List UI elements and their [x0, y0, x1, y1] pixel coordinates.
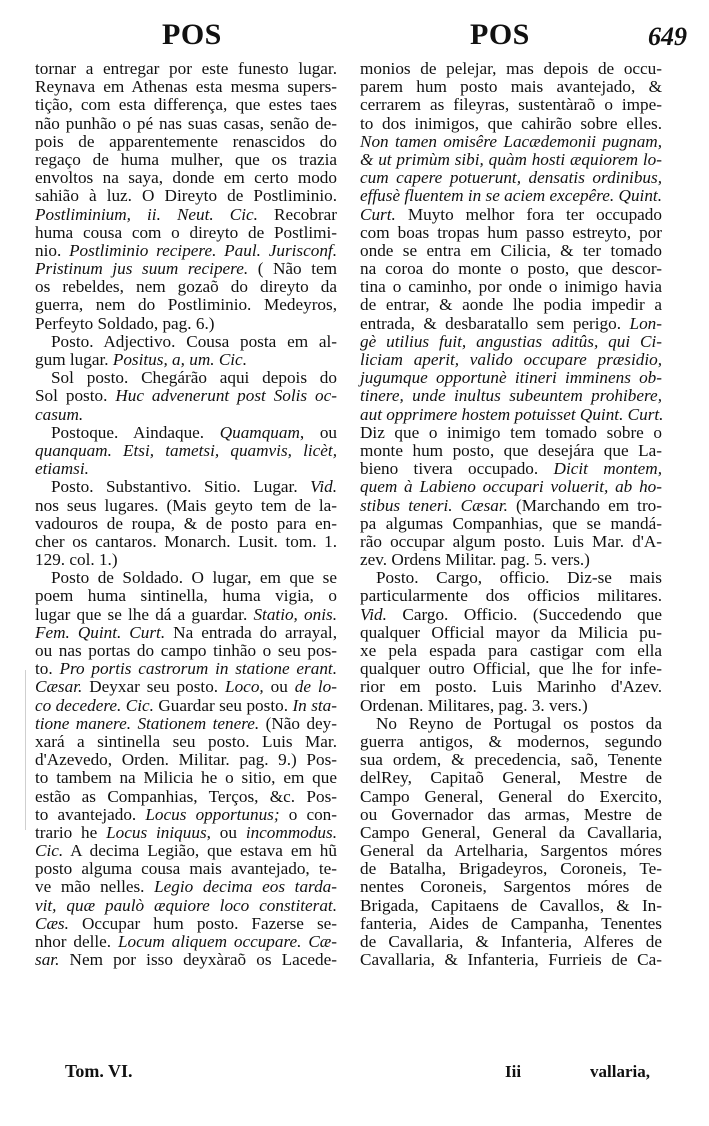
portuguese-text: de Cavallaria, & Infanteria, Alferes de: [360, 932, 662, 951]
text-line: [360, 606, 662, 624]
latin-text: etiamsi.: [35, 459, 89, 479]
portuguese-text: to dos inimigos, que cahirão sobre elles.: [360, 113, 662, 133]
latin-text: Vid.: [310, 477, 337, 497]
portuguese-text: estão as Companhias, Terços, &c. Pos-: [35, 786, 337, 806]
text-line: [35, 751, 337, 769]
portuguese-text: Brigada, Capitaens de Cavallos, & In-: [360, 895, 662, 915]
portuguese-text: Posto. Cargo, officio. Diz-se mais: [376, 568, 662, 588]
text-line: [360, 351, 662, 369]
portuguese-text: to avantejado.: [35, 804, 146, 824]
text-line: [35, 569, 337, 587]
portuguese-text: ou: [263, 677, 295, 697]
portuguese-text: guerra, nem do Postliminio. Medeyros,: [35, 295, 337, 315]
text-line: [360, 660, 662, 678]
text-line: [35, 769, 337, 787]
text-line: [35, 278, 337, 296]
text-line: [35, 624, 337, 642]
portuguese-text: lugar que se lhe dá a guardar.: [35, 604, 254, 624]
latin-text: Loco,: [225, 677, 264, 697]
latin-text: Cæs.: [35, 913, 69, 933]
text-line: [360, 842, 662, 860]
text-line: [35, 206, 337, 224]
text-line: [35, 424, 337, 442]
portuguese-text: General da Artelharia, Sargentos móres: [360, 841, 662, 861]
text-line: [35, 860, 337, 878]
text-line: [360, 897, 662, 915]
running-head-right: POS: [470, 18, 530, 51]
text-line: [35, 387, 337, 405]
text-line: [35, 951, 337, 969]
text-line: [35, 169, 337, 187]
text-line: [35, 897, 337, 915]
text-line: [35, 660, 337, 678]
portuguese-text: nhor delle.: [35, 932, 118, 951]
text-line: [360, 296, 662, 314]
scan-margin-line: [25, 670, 26, 830]
portuguese-text: delRey, Capitaõ General, Mestre de: [360, 768, 662, 788]
latin-text: Curt.: [360, 204, 396, 224]
latin-text: stibus teneri. Cæsar.: [360, 495, 508, 515]
latin-text: cum capere potuerunt, densatis ordinibus,: [360, 168, 662, 188]
portuguese-text: de entrar, & aonde lhe podia impedir a: [360, 295, 662, 315]
latin-text: Pristinum jus suum recipere.: [35, 259, 249, 279]
text-line: [35, 260, 337, 278]
text-line: [35, 497, 337, 515]
portuguese-text: xe pela espada para castigar com ella: [360, 641, 662, 660]
portuguese-text: tornar a entregar por este funesto lugar.: [35, 59, 337, 78]
text-line: [360, 697, 662, 715]
portuguese-text: nentes Coroneis, Sargentos móres de: [360, 877, 662, 897]
latin-text: co decedere. Cic.: [35, 695, 154, 715]
text-line: [35, 60, 337, 78]
latin-text: aut opprimere hostem potuisset Quint. Curt.: [360, 404, 664, 424]
text-line: [360, 406, 662, 424]
latin-text: Locum aliquem occupare. Cæ-: [117, 932, 337, 951]
portuguese-text: sua ordem, & precedencia, saõ, Tenente: [360, 750, 662, 770]
text-line: [360, 151, 662, 169]
latin-text: Fem. Quint. Curt.: [35, 622, 166, 642]
portuguese-text: Deyxar seu posto.: [82, 677, 226, 697]
text-line: [35, 678, 337, 696]
text-line: [35, 315, 337, 333]
text-line: [360, 515, 662, 533]
portuguese-text: Posto. Adjectivo. Cousa posta em al-: [51, 331, 337, 351]
portuguese-text: regaço de huma mulher, que os trazia: [35, 149, 337, 169]
portuguese-text: não punhão o pé nas suas casas, senão de-: [35, 113, 337, 133]
portuguese-text: xará a sintinella seu posto. Luis Mar.: [35, 731, 337, 751]
portuguese-text: qualquer Official mayor da Milicia pu-: [360, 622, 662, 642]
text-line: [360, 78, 662, 96]
portuguese-text: ( Não tem: [248, 259, 337, 279]
text-line: [35, 187, 337, 205]
portuguese-text: monte hum posto, que desejára que La-: [360, 440, 662, 460]
text-line: [35, 224, 337, 242]
portuguese-text: pois de apparentemente renascidos do: [35, 131, 337, 151]
text-line: [35, 369, 337, 387]
text-line: [360, 369, 662, 387]
running-head-left: POS: [162, 18, 222, 51]
portuguese-text: ou Governador das armas, Mestre de: [360, 804, 662, 824]
portuguese-text: nos seus lugares. (Mais geyto tem de la-: [35, 495, 337, 515]
portuguese-text: Perfeyto Soldado, pag. 6.): [35, 313, 215, 333]
text-line: [360, 115, 662, 133]
latin-text: Postliminium, ii. Neut. Cic.: [35, 204, 258, 224]
text-line: [35, 78, 337, 96]
text-line: [360, 478, 662, 496]
text-line: [360, 915, 662, 933]
portuguese-text: (Não dey-: [259, 713, 337, 733]
text-line: [360, 333, 662, 351]
portuguese-text: Na entrada do arrayal,: [165, 622, 337, 642]
portuguese-text: Campo General, General da Cavallaria,: [360, 822, 662, 842]
text-line: [35, 551, 337, 569]
text-line: [360, 497, 662, 515]
text-line: [360, 387, 662, 405]
text-line: [35, 296, 337, 314]
portuguese-text: tição, com esta differença, que estes taes: [35, 95, 337, 115]
text-line: [35, 133, 337, 151]
portuguese-text: na coroa do monte o posto, que descor-: [360, 259, 662, 279]
text-line: [35, 515, 337, 533]
portuguese-text: Posto de Soldado. O lugar, em que se: [51, 568, 337, 588]
right-column: [360, 60, 662, 969]
text-line: [360, 424, 662, 442]
text-line: [35, 351, 337, 369]
portuguese-text: sahião à luz. O Direyto de Postliminio.: [35, 186, 337, 206]
latin-text: Positus, a, um. Cic.: [112, 350, 247, 369]
portuguese-text: parem hum posto mais avantejado, &: [360, 77, 662, 97]
portuguese-text: Sol posto.: [35, 386, 116, 406]
latin-text: Lon-: [629, 313, 662, 333]
text-line: [35, 878, 337, 896]
latin-text: liciam aperit, valido occupare præsidio,: [360, 350, 662, 369]
portuguese-text: trario he: [35, 822, 107, 842]
portuguese-text: Recobrar: [257, 204, 337, 224]
text-line: [35, 406, 337, 424]
text-line: [35, 478, 337, 496]
text-line: [360, 951, 662, 969]
portuguese-text: qualquer outro Official, que lhe for infe-: [360, 659, 662, 679]
text-line: [360, 642, 662, 660]
portuguese-text: rão occupar algum posto. Luis Mar. d'A-: [360, 531, 662, 551]
latin-text: Statio, onis.: [253, 604, 337, 624]
latin-text: Huc advenerunt post Solis oc-: [115, 386, 337, 406]
text-line: [360, 169, 662, 187]
portuguese-text: Cavallaria, & Infanteria, Furrieis de Ca-: [360, 950, 662, 970]
text-line: [35, 115, 337, 133]
text-line: [360, 733, 662, 751]
portuguese-text: huma cousa com o direyto de Postlimi-: [35, 222, 337, 242]
latin-text: quanquam. Etsi, tametsi, quamvis, licèt,: [35, 440, 337, 460]
text-line: [35, 933, 337, 951]
latin-text: incommodus.: [245, 822, 337, 842]
portuguese-text: de Batalha, Brigadeyros, Coroneis, Te-: [360, 859, 662, 879]
latin-text: jugumque opportunè itineri imminens ob-: [360, 368, 662, 388]
portuguese-text: Campo General, General do Exercito,: [360, 786, 662, 806]
portuguese-text: zev. Ordens Militar. pag. 5. vers.): [360, 550, 590, 570]
portuguese-text: poem huma sintinella, huma vigia, o: [35, 586, 337, 606]
latin-text: sar.: [35, 950, 60, 970]
text-line: [360, 551, 662, 569]
portuguese-text: ou nas portas do campo tinhão o seu pos-: [35, 641, 337, 660]
latin-text: Locus opportunus;: [145, 804, 280, 824]
text-line: [360, 96, 662, 114]
portuguese-text: Occupar hum posto. Fazerse se-: [68, 913, 337, 933]
latin-text: Postliminio recipere. Paul. Jurisconf.: [69, 240, 338, 260]
latin-text: tinere, unde inultus subeuntem prohibere,: [360, 386, 662, 406]
signature-mark: Iii: [505, 1062, 522, 1081]
portuguese-text: 129. col. 1.): [35, 550, 118, 570]
portuguese-text: Posto. Substantivo. Sitio. Lugar.: [51, 477, 311, 497]
portuguese-text: bieno tivera occupado.: [360, 459, 554, 479]
text-line: [35, 587, 337, 605]
text-line: [360, 769, 662, 787]
latin-text: tione manere. Stationem tenere.: [35, 713, 260, 733]
portuguese-text: os rebeldes, nem gozaõ do direyto da: [35, 277, 337, 297]
text-line: [35, 788, 337, 806]
text-line: [360, 878, 662, 896]
portuguese-text: Reynava em Athenas esta mesma supers-: [35, 77, 337, 97]
portuguese-text: No Reyno de Portugal os postos da: [376, 713, 662, 733]
portuguese-text: envoltos na saya, donde em certo modo: [35, 168, 337, 188]
latin-text: quem à Labieno occupari voluerit, ab ho-: [360, 477, 662, 497]
portuguese-text: particularmente dos officios militares.: [360, 586, 662, 606]
text-line: [35, 697, 337, 715]
portuguese-text: tina o caminho, por onde o inimigo havia: [360, 277, 662, 297]
text-line: [360, 224, 662, 242]
portuguese-text: Sol posto. Chegárão aqui depois do: [51, 368, 337, 388]
portuguese-text: Cargo. Officio. (Succedendo que: [386, 604, 662, 624]
text-line: [360, 624, 662, 642]
portuguese-text: Diz que o inimigo tem tomado sobre o: [360, 422, 662, 442]
portuguese-text: fanteria, Aides de Campanha, Tenentes: [360, 913, 662, 933]
text-line: [360, 278, 662, 296]
latin-text: Dicit montem,: [553, 459, 662, 479]
latin-text: Cæsar.: [35, 677, 83, 697]
portuguese-text: monios de pelejar, mas depois de occu-: [360, 59, 662, 78]
page-number: 649: [648, 22, 687, 51]
latin-text: vit, quæ paulò æquiore loco constiterat.: [35, 895, 337, 915]
text-line: [35, 915, 337, 933]
portuguese-text: , ou: [206, 822, 246, 842]
text-line: [35, 96, 337, 114]
text-line: [360, 715, 662, 733]
text-line: [35, 606, 337, 624]
latin-text: Vid.: [360, 604, 387, 624]
latin-text: Locus iniquus: [106, 822, 207, 842]
text-line: [35, 715, 337, 733]
portuguese-text: onde se entra em Cilicia, & ter tomado: [360, 240, 662, 260]
portuguese-text: o con-: [279, 804, 337, 824]
text-line: [35, 151, 337, 169]
portuguese-text: to tambem na Milicia he o sitio, em que: [35, 768, 337, 788]
text-line: [35, 460, 337, 478]
text-line: [360, 569, 662, 587]
text-line: [360, 442, 662, 460]
portuguese-text: gum lugar.: [35, 350, 113, 369]
text-line: [360, 678, 662, 696]
latin-text: Cic.: [35, 841, 64, 861]
portuguese-text: guerra antigos, & modernos, segundo: [360, 731, 662, 751]
latin-text: Pro portis castrorum in statione erant.: [59, 659, 338, 679]
portuguese-text: rior em posto. Luis Marinho d'Azev.: [360, 677, 662, 697]
portuguese-text: cerrarem as fileyras, sustentàraõ o impe-: [360, 95, 662, 115]
catchword: vallaria,: [590, 1062, 650, 1081]
text-line: [360, 460, 662, 478]
text-line: [360, 60, 662, 78]
portuguese-text: A decima Legião, que estava em hũ: [63, 841, 337, 861]
text-line: [360, 824, 662, 842]
portuguese-text: Ordenan. Militares, pag. 3. vers.): [360, 695, 588, 715]
portuguese-text: to.: [35, 659, 60, 679]
text-line: [360, 860, 662, 878]
volume-mark: Tom. VI.: [65, 1061, 133, 1081]
text-line: [35, 642, 337, 660]
portuguese-text: Muyto melhor fora ter occupado: [395, 204, 662, 224]
text-line: [360, 187, 662, 205]
text-line: [35, 733, 337, 751]
latin-text: Quamquam: [219, 422, 300, 442]
portuguese-text: com boas tropas hum passo estreyto, por: [360, 222, 662, 242]
portuguese-text: cher os cantaros. Monarch. Lusit. tom. 1.: [35, 531, 337, 551]
portuguese-text: pa algumas Companhias, que se mandá-: [360, 513, 662, 533]
text-line: [360, 133, 662, 151]
latin-text: de lo-: [294, 677, 337, 697]
text-line: [35, 533, 337, 551]
portuguese-text: Guardar seu posto.: [153, 695, 293, 715]
text-line: [360, 933, 662, 951]
portuguese-text: Nem por isso deyxàraõ os Lacede-: [59, 950, 337, 970]
portuguese-text: Postoque. Aindaque.: [51, 422, 220, 442]
latin-text: & ut primùm sibi, quàm hosti æquiorem lo-: [360, 149, 662, 169]
portuguese-text: ve mão nelles.: [35, 877, 155, 897]
latin-text: Non tamen omisêre Lacædemonii pugnam,: [360, 131, 662, 151]
portuguese-text: d'Azevedo, Orden. Militar. pag. 9.) Pos-: [35, 750, 337, 770]
text-line: [35, 824, 337, 842]
text-line: [360, 533, 662, 551]
text-line: [360, 315, 662, 333]
text-line: [360, 206, 662, 224]
portuguese-text: posto alguma cousa mais avantejado, te-: [35, 859, 337, 879]
text-line: [360, 242, 662, 260]
text-line: [35, 242, 337, 260]
latin-text: In sta-: [292, 695, 337, 715]
portuguese-text: entrada, & desbaratallo sem perigo.: [360, 313, 630, 333]
text-line: [35, 806, 337, 824]
portuguese-text: , ou: [299, 422, 338, 442]
latin-text: gè utilius fuit, angustias aditûs, qui Ci-: [360, 331, 662, 351]
latin-text: casum.: [35, 404, 84, 424]
text-line: [35, 333, 337, 351]
latin-text: Legio decima eos tarda-: [154, 877, 338, 897]
portuguese-text: vadouros de roupa, & de posto para en-: [35, 513, 337, 533]
text-line: [360, 587, 662, 605]
left-column: [35, 60, 337, 969]
text-line: [35, 442, 337, 460]
text-line: [360, 788, 662, 806]
text-line: [35, 842, 337, 860]
latin-text: effusè fluentem in se aciem excepêre. Quint.: [360, 186, 662, 206]
text-line: [360, 260, 662, 278]
portuguese-text: (Marchando em tro-: [507, 495, 662, 515]
text-line: [360, 751, 662, 769]
portuguese-text: nio.: [35, 240, 70, 260]
text-line: [360, 806, 662, 824]
